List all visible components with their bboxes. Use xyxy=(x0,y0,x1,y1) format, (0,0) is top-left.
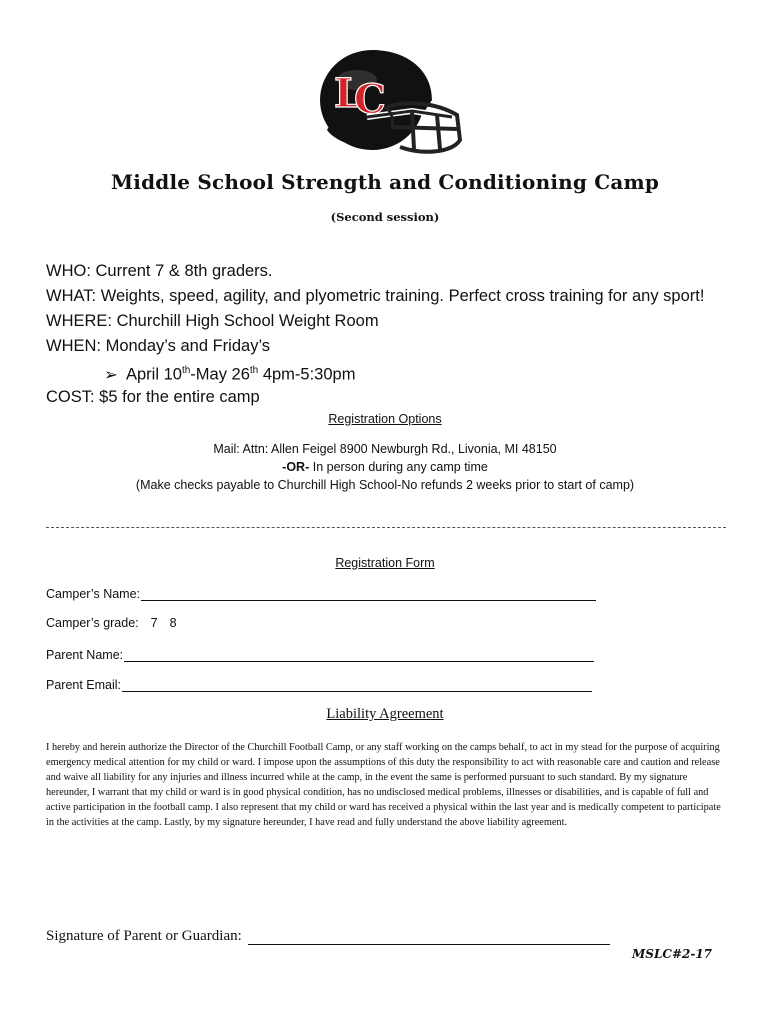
in-person-text: In person during any camp time xyxy=(309,460,488,474)
signature-label: Signature of Parent or Guardian: xyxy=(46,928,242,944)
form-code: MSLC#2-17 xyxy=(632,947,713,961)
signature-field[interactable] xyxy=(46,928,610,945)
camper-name-field[interactable] xyxy=(46,587,596,601)
svg-text:L: L xyxy=(334,70,363,117)
camper-name-label: Camper’s Name: xyxy=(46,587,141,601)
cost-line: COST: $5 for the entire camp xyxy=(46,388,260,406)
document-subtitle: (Second session) xyxy=(330,210,440,224)
where-line: WHERE: Churchill High School Weight Room xyxy=(46,312,379,330)
parent-name-field[interactable] xyxy=(46,648,594,662)
camper-name-line[interactable] xyxy=(141,588,596,601)
or-in-person-line xyxy=(0,460,770,474)
dates-start: April 10 xyxy=(126,365,182,384)
registration-options-heading: Registration Options xyxy=(328,412,442,426)
liability-text: I hereby and herein authorize the Director of the Churchill Football Camp, or any staff working on the camps behalf, to act in my stead for the purpose of acquiring emergency medical attention for my child or ward. I impose upon the assumptions of this duty the responsibility to act with reasonable care and caution and release and waive all liability for any injuries and illness incurred while at the camp, in the event the same is performed pursuant to such standard. By my signature hereunder, I warrant that my child or ward is in good physical condition, has no undisclosed medical problems, illnesses or disabilities, and is capable of full and active participation in the football camp. I also represent that my child or ward has received a physical within the last year and is medically competent to participate in the activities at the camp. Lastly, by my signature hereunder, I have read and fully understand the above liability agreement. xyxy=(46,742,721,828)
dates-line xyxy=(104,361,355,385)
dates-start-suffix: th xyxy=(181,365,191,376)
grade-option-8[interactable]: 8 xyxy=(169,616,177,630)
liability-heading: Liability Agreement xyxy=(326,706,444,722)
parent-name-label: Parent Name: xyxy=(46,648,124,662)
or-label: -OR- xyxy=(282,460,310,474)
parent-email-label: Parent Email: xyxy=(46,678,122,692)
football-helmet-logo-icon xyxy=(312,45,467,155)
registration-form-heading: Registration Form xyxy=(335,556,435,570)
camper-grade-label: Camper’s grade: xyxy=(46,616,139,630)
parent-name-line[interactable] xyxy=(124,649,594,662)
arrow-bullet-icon: ➢ xyxy=(104,365,118,384)
camper-grade-field xyxy=(46,616,177,630)
dates-time: 4pm-5:30pm xyxy=(258,365,356,384)
mail-address: Mail: Attn: Allen Feigel 8900 Newburgh Rd., Livonia, MI 48150 xyxy=(213,442,557,456)
checks-note: (Make checks payable to Churchill High School-No refunds 2 weeks prior to start of camp) xyxy=(135,478,635,492)
signature-line[interactable] xyxy=(248,930,610,945)
parent-email-field[interactable] xyxy=(46,678,592,692)
grade-option-7[interactable]: 7 xyxy=(150,616,158,630)
dates-end: -May 26 xyxy=(190,365,250,384)
dates-end-suffix: th xyxy=(249,365,259,376)
svg-text:C: C xyxy=(354,76,386,123)
who-line: WHO: Current 7 & 8th graders. xyxy=(46,262,273,280)
when-line: WHEN: Monday’s and Friday’s xyxy=(46,337,271,355)
parent-email-line[interactable] xyxy=(122,679,592,692)
cut-line-divider xyxy=(46,527,726,528)
document-title: Middle School Strength and Conditioning Camp xyxy=(110,170,660,194)
what-line: WHAT: Weights, speed, agility, and plyometric training. Perfect cross training for any sport! xyxy=(46,287,705,305)
